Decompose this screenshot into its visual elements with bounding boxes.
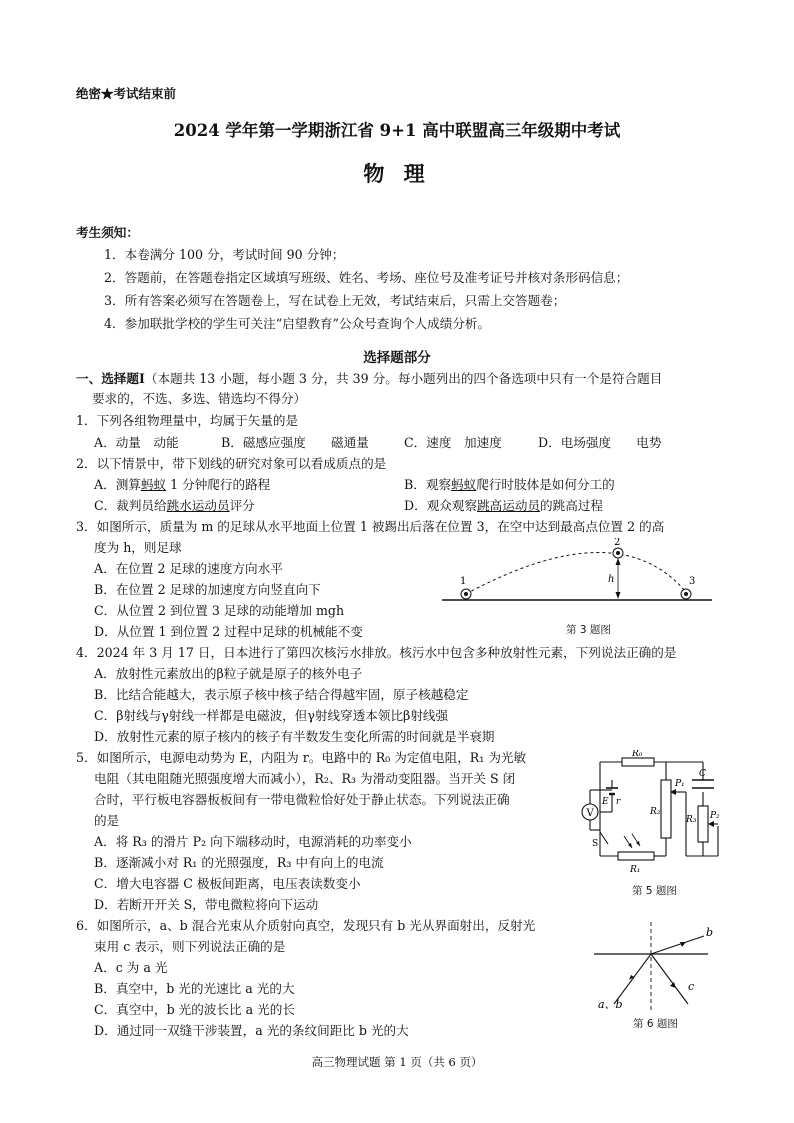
arrow-up-icon: [616, 558, 621, 565]
q5-circuit-figure: [578, 750, 728, 882]
arrow-down-icon: [616, 592, 621, 599]
q6-option-b: B．真空中，b 光的光速比 a 光的大: [94, 981, 295, 996]
q2-stem: 2．以下情景中，带下划线的研究对象可以看成质点的是: [76, 456, 387, 471]
q4-option-a: A．放射性元素放出的β粒子就是原子的核外电子: [94, 666, 363, 681]
q1-option-b: B．磁感应强度 磁通量: [221, 435, 369, 450]
q4-option-b: B．比结合能越大，表示原子核中核子结合得越牢固，原子核越稳定: [94, 687, 469, 702]
r3-label: R₃: [686, 815, 697, 825]
subject-title: 物 理: [363, 161, 431, 186]
arrow-head-icon: [636, 841, 640, 846]
q3-option-b: B．在位置 2 足球的加速度方向竖直向下: [94, 582, 321, 597]
football-icon: [681, 589, 691, 599]
q5-stem-line3: 合时，平行板电容器板板间有一带电微粒恰好处于静止状态。下列说法正确: [94, 792, 510, 807]
incident-ray: [614, 954, 651, 1004]
section-intro-head: 一、选择题Ⅰ: [76, 371, 145, 386]
q5-option-c: C．增大电容器 C 极板间距离，电压表读数变小: [94, 876, 361, 891]
capacitor-label: C: [699, 769, 706, 779]
q6-option-d: D．通过同一双缝干涉装置，a 光的条纹间距比 b 光的大: [94, 1023, 409, 1038]
r0-label: R₀: [632, 750, 643, 759]
q5-stem-line4: 的是: [94, 813, 120, 828]
r1-label: R₁: [630, 865, 641, 875]
notice-item: 3．所有答案必须写在答题卷上，写在试卷上无效，考试结束后，只需上交答题卷；: [104, 293, 566, 308]
resistor-r2: [661, 780, 671, 838]
page-footer: 高三物理试题 第 1 页（共 6 页）: [311, 1055, 483, 1069]
q4-option-c: C．β射线与γ射线一样都是电磁波，但γ射线穿透本领比β射线强: [94, 708, 449, 723]
q4-option-d: D．放射性元素的原子核内的核子有半数发生变化所需的时间就是半衰期: [94, 729, 495, 744]
notice-list: [104, 243, 628, 335]
q3-option-d: D．从位置 1 到位置 2 过程中足球的机械能不变: [94, 624, 363, 639]
q5-caption: 第 5 题图: [632, 885, 677, 897]
section-intro-line2: 要求的，不选、多选、错选均不得分）: [92, 391, 307, 406]
voltmeter-label: V: [586, 808, 594, 819]
position-label-1: 1: [460, 576, 467, 587]
emf-label: E: [602, 797, 609, 807]
q3-option-a: A．在位置 2 足球的速度方向水平: [94, 561, 283, 576]
notice-title: 考生须知：: [76, 225, 139, 240]
q5-option-b: B．逐渐减小对 R₁ 的光照强度，R₃ 中有向上的电流: [94, 855, 384, 870]
reflected-ray: [651, 954, 688, 1004]
q2-underlined-subject: 蚂蚁: [451, 477, 477, 492]
q6-caption: 第 6 题图: [633, 1018, 678, 1030]
q3-figure: [440, 538, 720, 618]
football-icon: [613, 548, 623, 558]
q1-option-d: D．电场强度 电势: [538, 435, 662, 450]
q5-option-d: D．若断开开关 S，带电微粒将向下运动: [94, 897, 319, 912]
q1-option-c: C．速度 加速度: [404, 435, 502, 450]
q6-option-c: C．真空中，b 光的波长比 a 光的长: [94, 1002, 295, 1017]
q2-underlined-subject: 跳高运动员: [477, 498, 541, 513]
position-label-2: 2: [614, 538, 621, 548]
q6-option-a: A．c 为 a 光: [94, 960, 168, 975]
q2-option-d: D．观众观察跳高运动员的跳高过程: [404, 498, 604, 513]
q6-stem: 6．如图所示，a、b 混合光束从介质射向真空，发现只有 b 光从界面射出，反射光: [76, 918, 536, 933]
q5-stem-line2: 电阻（其电阻随光照强度增大而减小），R₂、R₃ 为滑动变阻器。当开关 S 闭: [94, 771, 516, 786]
arrow-head-icon: [628, 843, 632, 848]
q2-underlined-subject: 跳水运动员: [166, 498, 230, 513]
football-icon: [461, 589, 471, 599]
q3-option-c: C．从位置 2 到位置 3 足球的动能增加 mgh: [94, 603, 345, 618]
ray-label-ab: a、b: [598, 998, 623, 1011]
refracted-ray: [651, 936, 704, 954]
exam-title: 2024 学年第一学期浙江省 9+1 高中联盟高三年级期中考试: [173, 121, 621, 140]
section-intro: [76, 368, 662, 387]
notice-item: 1．本卷满分 100 分，考试时间 90 分钟；: [104, 247, 345, 262]
p2-label: P₂: [710, 811, 720, 821]
arrow-head-icon: [680, 942, 686, 947]
secret-label: 绝密★考试结束前: [76, 86, 177, 101]
ray-label-c: c: [688, 980, 695, 993]
section-title: 选择题部分: [363, 350, 431, 366]
slider-p2-icon: [708, 821, 714, 827]
q3-stem: 3．如图所示，质量为 m 的足球从水平地面上位置 1 被踢出后落在位置 3，在空中达到最高点位置 2 的高: [76, 519, 665, 534]
q1-option-a: A．动量 动能: [94, 435, 179, 450]
q2-option-a: A．测算蚂蚁 1 分钟爬行的路程: [94, 477, 271, 492]
photoresistor-r1: [618, 852, 654, 860]
q6-light-figure: [590, 918, 720, 1014]
r2-label: R₂: [650, 807, 661, 817]
section-intro-text: （本题共 13 小题，每小题 3 分，共 39 分。每小题列出的四个备选项中只有一个是符合题目: [144, 371, 663, 386]
notice-item: 2．答题前，在答题卷指定区域填写班级、姓名、考场、座位号及准考证号并核对条形码信息；: [104, 270, 629, 285]
ray-label-b: b: [706, 926, 714, 939]
position-label-3: 3: [689, 576, 696, 587]
resistor-r3: [698, 806, 708, 842]
notice-item: 4．参加联批学校的学生可关注“启望教育”公众号查询个人成绩分析。: [104, 316, 491, 331]
q2-underlined-subject: 蚂蚁: [140, 477, 167, 492]
q4-stem: 4．2024 年 3 月 17 日，日本进行了第四次核污水排放。核污水中包含多种放射性元素，下列说法正确的是: [76, 645, 677, 660]
p1-label: P₁: [675, 779, 685, 789]
q6-stem-line2: 束用 c 表示，则下列说法正确的是: [94, 939, 286, 954]
q3-stem-line2: 度为 h，则足球: [94, 540, 182, 555]
resistor-r0: [622, 758, 654, 766]
q2-option-b: B．观察蚂蚁爬行时肢体是如何分工的: [404, 477, 615, 492]
q3-caption: 第 3 题图: [566, 624, 611, 636]
switch-label: S: [592, 839, 599, 849]
q5-stem: 5．如图所示，电源电动势为 E，内阻为 r。电路中的 R₀ 为定值电阻，R₁ 为光敏: [76, 750, 527, 765]
q1-stem: 1．下列各组物理量中，均属于矢量的是: [76, 413, 299, 428]
height-label: h: [608, 574, 615, 585]
q5-option-a: A．将 R₃ 的滑片 P₂ 向下端移动时，电源消耗的功率变小: [94, 834, 412, 849]
trajectory-path: [466, 552, 686, 594]
internal-resistance-label: r: [616, 797, 621, 807]
q2-option-c: C．裁判员给跳水运动员评分: [94, 498, 255, 513]
